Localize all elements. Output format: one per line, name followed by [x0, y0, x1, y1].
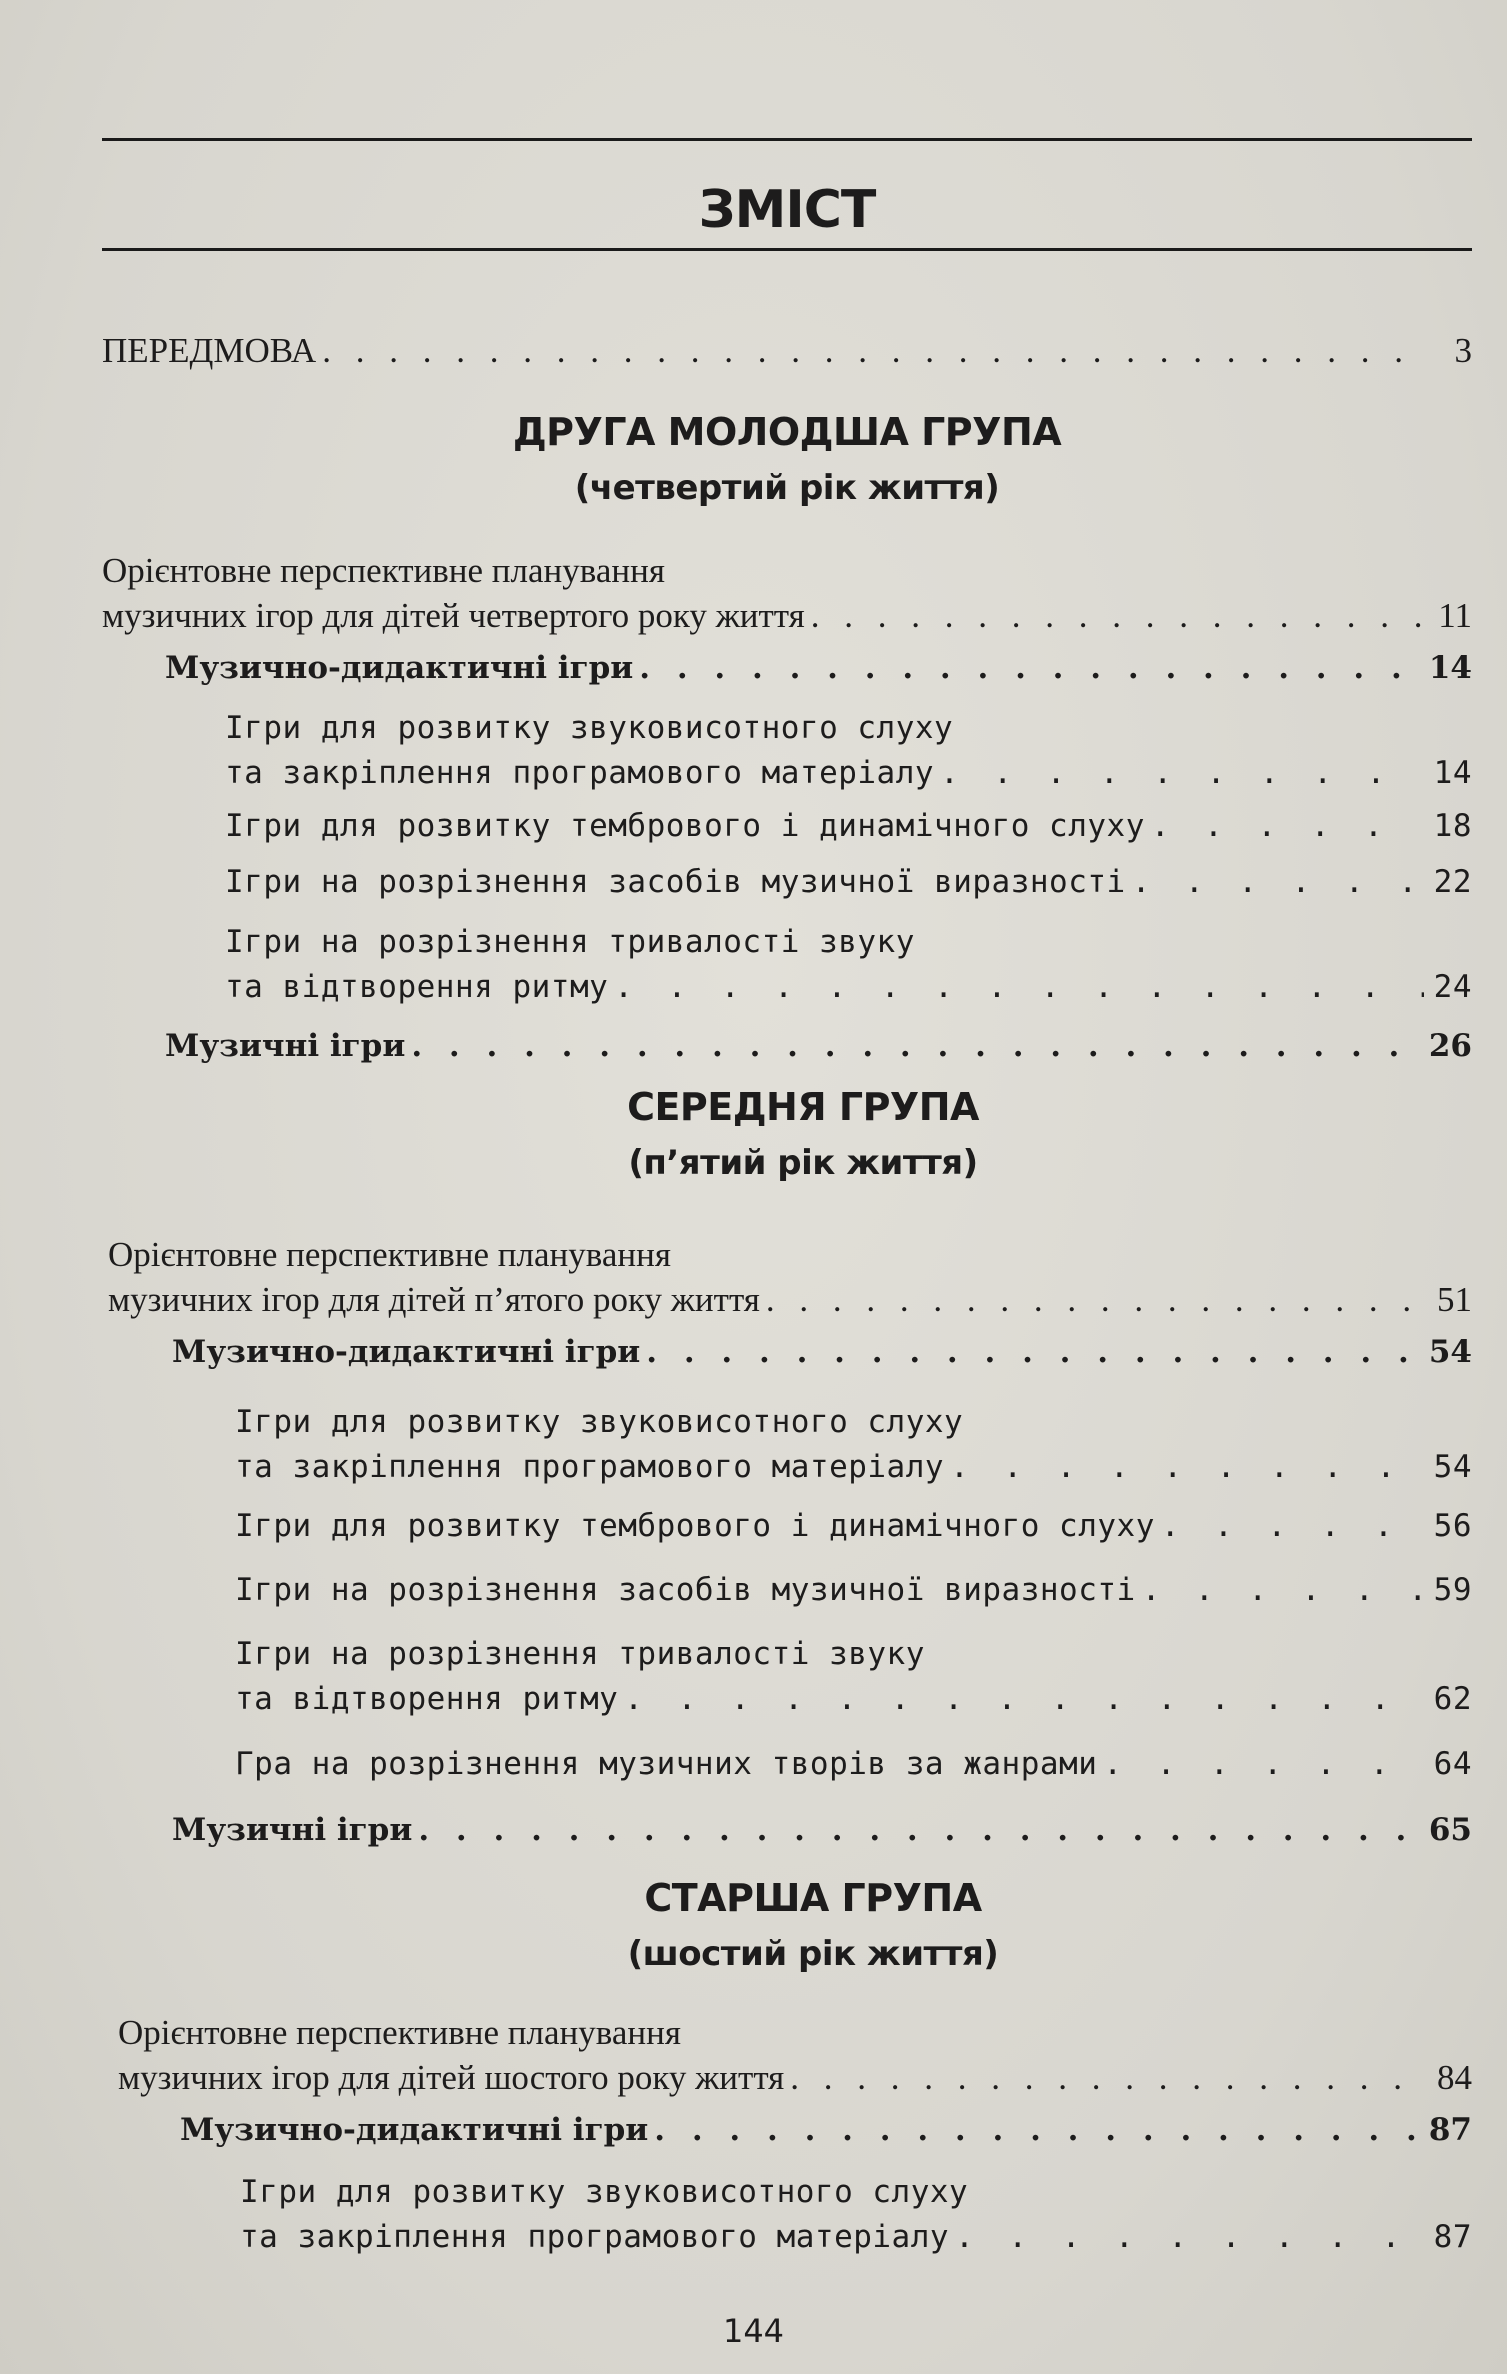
- entry-page: 26: [1428, 1028, 1472, 1064]
- toc-entry-item[interactable]: [235, 1568, 1472, 1613]
- dot-leader: [646, 1330, 1423, 1375]
- entry-page: 54: [1428, 1334, 1472, 1370]
- title-rule: [102, 248, 1472, 251]
- dot-leader: [790, 2055, 1424, 2100]
- entry-label-line2: та відтворення ритму: [235, 1681, 619, 1717]
- entry-label-line2: та закріплення програмового матеріалу: [235, 1449, 945, 1485]
- section-heading-3: [128, 1876, 1498, 1976]
- dot-leader: [614, 965, 1424, 1010]
- entry-label: ПЕРЕДМОВА: [102, 331, 317, 370]
- entry-label-line1: Ігри для розвитку звуковисотного слуху: [240, 2174, 969, 2210]
- entry-page: 84: [1437, 2058, 1472, 2097]
- entry-page: 59: [1433, 1572, 1472, 1608]
- toc-entry-item[interactable]: [225, 920, 1472, 1010]
- section-title: ДРУГА МОЛОДША ГРУПА: [512, 410, 1062, 454]
- toc-entry-item[interactable]: [225, 706, 1472, 796]
- section-heading-1: [102, 410, 1472, 510]
- section-title: СЕРЕДНЯ ГРУПА: [627, 1085, 979, 1129]
- entry-page: 51: [1437, 1280, 1472, 1319]
- entry-label-line1: Орієнтовне перспективне планування: [118, 2013, 681, 2052]
- entry-page: 87: [1428, 2112, 1472, 2148]
- toc-entry-didactic[interactable]: [165, 646, 1472, 691]
- toc-entry-games[interactable]: [165, 1024, 1472, 1069]
- dot-leader: [955, 2215, 1424, 2260]
- toc-entry-preface[interactable]: [102, 328, 1472, 373]
- entry-label-line2: музичних ігор для дітей шостого року життя: [118, 2058, 785, 2097]
- entry-label-line2: та закріплення програмового матеріалу: [225, 755, 935, 791]
- entry-label: Ігри для розвитку тембрового і динамічного слуху: [225, 808, 1145, 844]
- contents-title: ЗМІСТ: [698, 180, 876, 240]
- entry-page: 54: [1433, 1449, 1472, 1485]
- entry-label-line1: Ігри на розрізнення тривалості звуку: [235, 1636, 925, 1672]
- entry-page: 3: [1454, 331, 1472, 370]
- entry-page: 64: [1433, 1746, 1472, 1782]
- entry-label: Ігри на розрізнення засобів музичної виразності: [235, 1572, 1136, 1608]
- section-subtitle: (п’ятий рік життя): [628, 1142, 978, 1183]
- entry-label: Музичні ігри: [172, 1812, 413, 1848]
- dot-leader: [411, 1024, 1423, 1069]
- entry-label: Музичні ігри: [165, 1028, 406, 1064]
- toc-entry-item[interactable]: [240, 2170, 1472, 2260]
- dot-leader: [418, 1808, 1423, 1853]
- entry-page: 62: [1433, 1681, 1472, 1717]
- dot-leader: [950, 1445, 1424, 1490]
- toc-entry-planning[interactable]: [102, 548, 1472, 638]
- dot-leader: [1151, 804, 1424, 849]
- entry-label-line2: музичних ігор для дітей четвертого року життя: [102, 596, 805, 635]
- top-rule: [102, 138, 1472, 141]
- toc-entry-didactic[interactable]: [172, 1330, 1472, 1375]
- entry-label-line2: та відтворення ритму: [225, 969, 609, 1005]
- entry-label: Музично-дидактичні ігри: [180, 2112, 649, 2148]
- page-number: 144: [722, 2312, 785, 2350]
- dot-leader: [766, 1277, 1424, 1322]
- dot-leader: [322, 328, 1424, 373]
- entry-label: Музично-дидактичні ігри: [172, 1334, 641, 1370]
- entry-page: 11: [1438, 596, 1472, 635]
- dot-leader: [940, 751, 1424, 796]
- dot-leader: [1103, 1742, 1424, 1787]
- dot-leader: [1142, 1568, 1424, 1613]
- toc-entry-item[interactable]: [235, 1632, 1472, 1722]
- entry-label: Ігри для розвитку тембрового і динамічного слуху: [235, 1508, 1155, 1544]
- section-subtitle: (шостий рік життя): [627, 1933, 999, 1974]
- toc-entry-item[interactable]: [225, 860, 1472, 905]
- entry-label-line1: Ігри на розрізнення тривалості звуку: [225, 924, 915, 960]
- entry-page: 18: [1433, 808, 1472, 844]
- section-subtitle: (четвертий рік життя): [574, 467, 1000, 508]
- toc-entry-item[interactable]: [235, 1742, 1472, 1787]
- entry-page: 56: [1433, 1508, 1472, 1544]
- entry-label-line1: Орієнтовне перспективне планування: [102, 551, 665, 590]
- dot-leader: [654, 2108, 1423, 2153]
- entry-label-line2: та закріплення програмового матеріалу: [240, 2219, 950, 2255]
- toc-entry-item[interactable]: [235, 1400, 1472, 1490]
- entry-label-line1: Ігри для розвитку звуковисотного слуху: [235, 1404, 964, 1440]
- toc-entry-item[interactable]: [235, 1504, 1472, 1549]
- dot-leader: [639, 646, 1423, 691]
- entry-page: 24: [1433, 969, 1472, 1005]
- dot-leader: [1132, 860, 1424, 905]
- entry-label-line2: музичних ігор для дітей п’ятого року життя: [108, 1280, 760, 1319]
- toc-entry-item[interactable]: [225, 804, 1472, 849]
- toc-entry-didactic[interactable]: [180, 2108, 1472, 2153]
- entry-label-line1: Ігри для розвитку звуковисотного слуху: [225, 710, 954, 746]
- entry-page: 87: [1433, 2219, 1472, 2255]
- entry-label: Гра на розрізнення музичних творів за жанрами: [235, 1746, 1098, 1782]
- section-heading-2: [118, 1085, 1488, 1185]
- section-title: СТАРША ГРУПА: [644, 1876, 982, 1920]
- toc-entry-planning[interactable]: [118, 2010, 1472, 2100]
- toc-entry-planning[interactable]: [108, 1232, 1472, 1322]
- entry-page: 14: [1428, 650, 1472, 686]
- entry-page: 14: [1433, 755, 1472, 791]
- dot-leader: [1161, 1504, 1424, 1549]
- dot-leader: [811, 593, 1424, 638]
- entry-label: Музично-дидактичні ігри: [165, 650, 634, 686]
- toc-entry-games[interactable]: [172, 1808, 1472, 1853]
- entry-label-line1: Орієнтовне перспективне планування: [108, 1235, 671, 1274]
- entry-label: Ігри на розрізнення засобів музичної виразності: [225, 864, 1126, 900]
- entry-page: 22: [1433, 864, 1472, 900]
- entry-page: 65: [1428, 1812, 1472, 1848]
- dot-leader: [624, 1677, 1424, 1722]
